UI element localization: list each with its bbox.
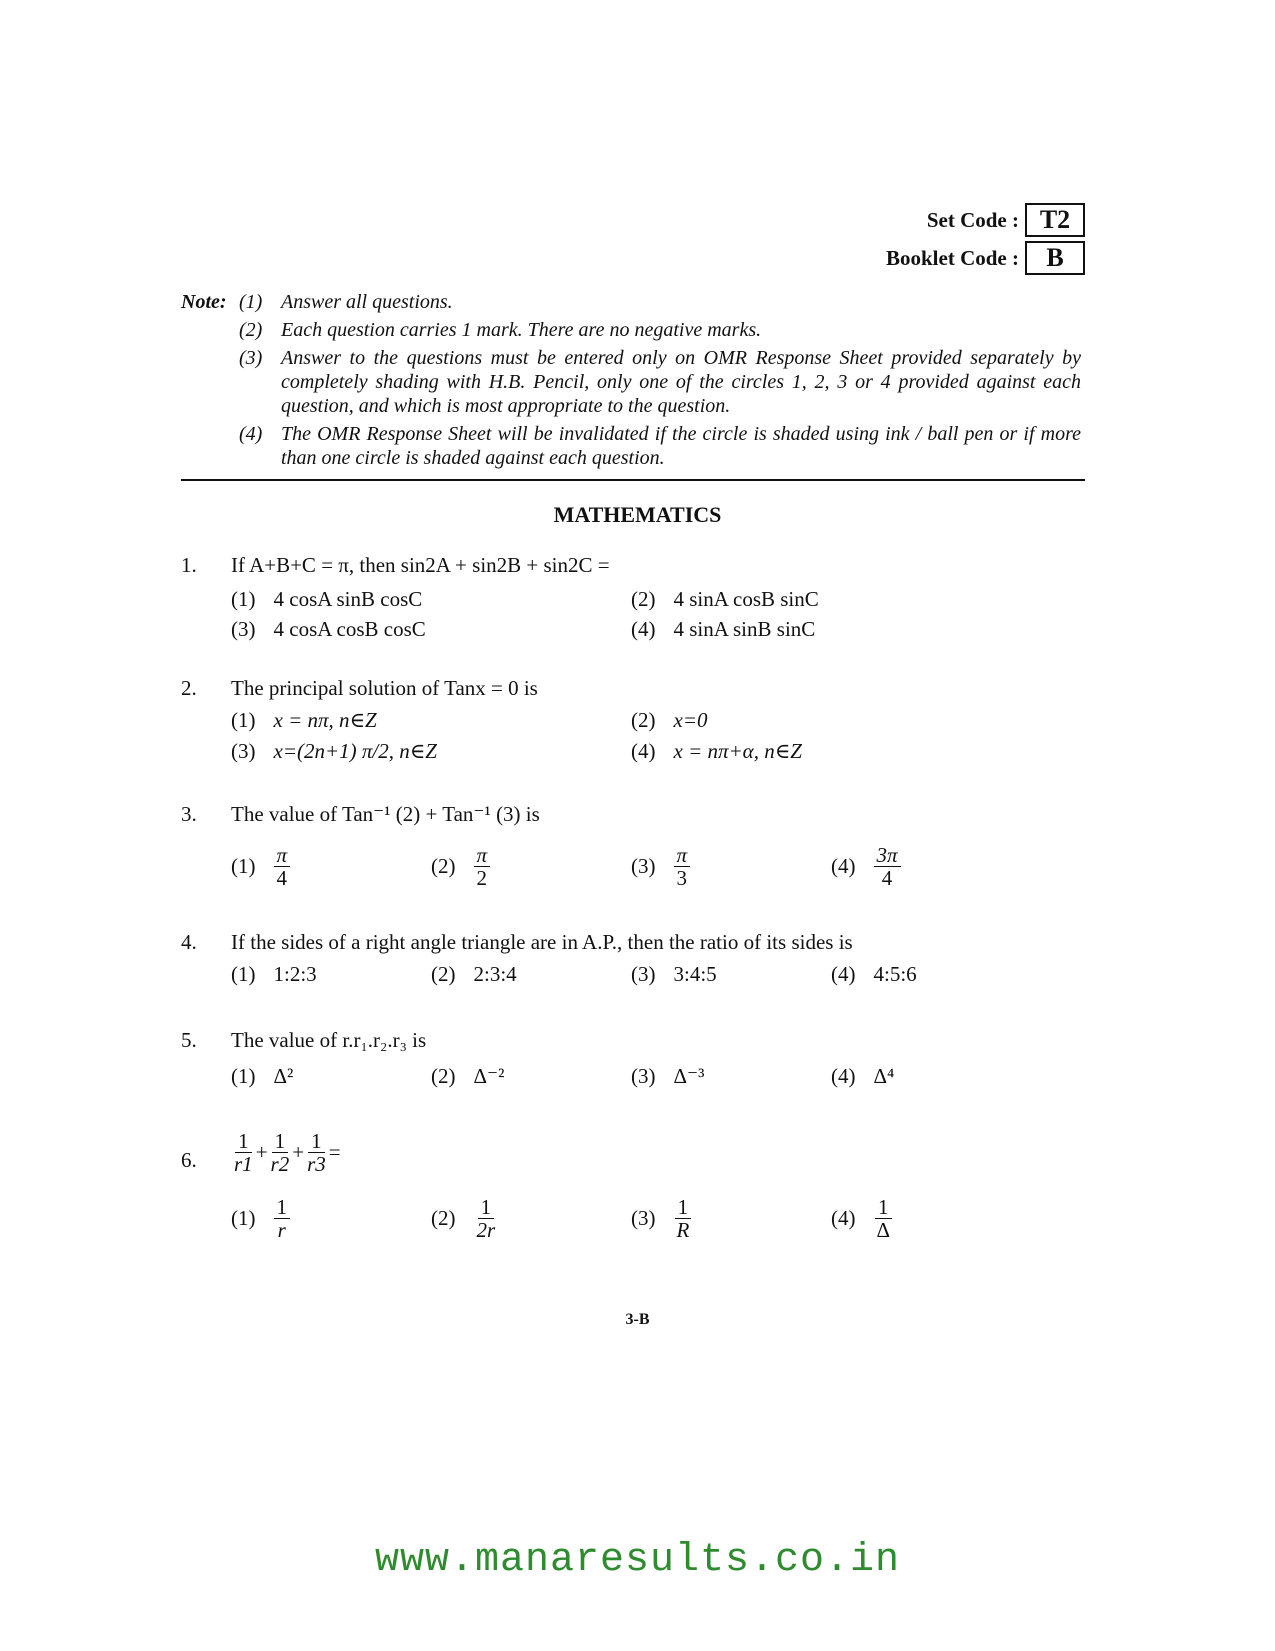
question-number: 2. <box>181 676 197 700</box>
option-number: (1) <box>231 708 256 732</box>
note-item <box>181 422 1081 470</box>
option-fraction <box>874 844 901 889</box>
option-1[interactable] <box>231 1196 290 1241</box>
option-number: (3) <box>631 854 656 878</box>
option-4[interactable] <box>831 1196 893 1241</box>
option-1[interactable] <box>231 708 377 733</box>
denominator: 3 <box>676 866 688 890</box>
numerator: 1 <box>675 1196 692 1219</box>
option-4[interactable] <box>831 962 917 987</box>
option-2[interactable] <box>431 1196 498 1241</box>
subject-title: MATHEMATICS <box>553 502 722 527</box>
question-number: 1. <box>181 553 197 577</box>
option-number: (4) <box>831 1206 856 1230</box>
option-2[interactable] <box>431 962 517 987</box>
numerator: 3π <box>874 844 901 867</box>
option-4[interactable] <box>631 739 802 764</box>
option-text: Δ² <box>273 1064 294 1088</box>
option-1[interactable] <box>231 587 422 612</box>
option-3[interactable] <box>631 1064 704 1089</box>
question-text: The value of Tan⁻¹ (2) + Tan⁻¹ (3) is <box>231 802 540 826</box>
note-text: The OMR Response Sheet will be invalidated if the circle is shaded using ink / ball pen or if more than one circle is shaded against each question. <box>281 423 1081 469</box>
option-number: (1) <box>231 1206 256 1230</box>
booklet-code-row <box>886 241 1085 275</box>
option-number: (2) <box>431 1206 456 1230</box>
option-text: Δ⁻² <box>473 1064 505 1088</box>
option-text: x = nπ, n∈Z <box>273 708 377 732</box>
question-number: 3. <box>181 802 197 826</box>
denominator: r2 <box>270 1152 290 1176</box>
denominator: 2 <box>476 866 488 890</box>
denominator: 4 <box>276 866 288 890</box>
divider <box>181 479 1085 481</box>
booklet-code-value: B <box>1025 241 1085 275</box>
fraction <box>268 1130 293 1175</box>
option-3[interactable] <box>231 739 437 764</box>
note-number: (4) <box>239 423 263 445</box>
question-text: The principal solution of Tanx = 0 is <box>231 676 538 700</box>
option-number: (1) <box>231 854 256 878</box>
option-text: 4 sinA cosB sinC <box>673 587 819 611</box>
option-1[interactable] <box>231 844 290 889</box>
option-1[interactable] <box>231 1064 293 1089</box>
option-number: (4) <box>831 1064 856 1088</box>
option-fraction <box>474 844 491 889</box>
option-number: (4) <box>631 617 656 641</box>
option-fraction <box>874 1196 894 1241</box>
numerator: 1 <box>308 1130 325 1153</box>
denominator: 4 <box>881 866 893 890</box>
option-text: 4 cosA cosB cosC <box>273 617 426 641</box>
option-number: (3) <box>231 617 256 641</box>
option-text: Δ⁴ <box>873 1064 895 1088</box>
note-text: Each question carries 1 mark. There are no negative marks. <box>281 319 762 341</box>
set-code-value: T2 <box>1025 203 1085 237</box>
option-3[interactable] <box>631 844 690 889</box>
note-text: Answer all questions. <box>281 291 453 313</box>
option-number: (3) <box>631 1206 656 1230</box>
option-number: (1) <box>231 587 256 611</box>
denominator: r <box>277 1218 286 1242</box>
numerator: 1 <box>235 1130 252 1153</box>
note-number: (3) <box>239 347 263 369</box>
option-4[interactable] <box>831 1064 894 1089</box>
question-number: 5. <box>181 1028 197 1052</box>
denominator: 2r <box>476 1218 496 1242</box>
note-text: Answer to the questions must be entered only on OMR Response Sheet provided separately by completely shading with H.B. Pencil, only one of the circles 1, 2, 3 or 4 provided against each question, and which is most appropriate to the question. <box>281 347 1081 417</box>
question-6 <box>181 1130 1081 1250</box>
denominator: r1 <box>234 1152 253 1176</box>
option-text: 4:5:6 <box>873 962 917 986</box>
question-text: The value of r.r₁.r₂.r₃ is <box>231 1028 427 1052</box>
option-number: (2) <box>631 587 656 611</box>
note-number: (1) <box>239 291 263 313</box>
question-number: 4. <box>181 930 197 954</box>
note-number: (2) <box>239 319 263 341</box>
option-text: Δ⁻³ <box>673 1064 705 1088</box>
option-number: (4) <box>831 854 856 878</box>
numerator: π <box>274 844 291 867</box>
website-watermark: www.manaresults.co.in <box>374 1538 901 1583</box>
option-3[interactable] <box>631 1196 692 1241</box>
question-3 <box>181 802 1081 892</box>
option-2[interactable] <box>431 1064 504 1089</box>
question-5 <box>181 1028 1081 1088</box>
numerator: π <box>674 844 691 867</box>
fraction <box>231 1130 256 1175</box>
question-4 <box>181 930 1081 990</box>
option-fraction <box>674 1196 693 1241</box>
option-number: (3) <box>631 1064 656 1088</box>
option-1[interactable] <box>231 962 317 987</box>
numerator: 1 <box>875 1196 892 1219</box>
question-number: 6. <box>181 1148 197 1172</box>
question-1 <box>181 553 1081 641</box>
denominator: R <box>676 1218 690 1242</box>
option-number: (2) <box>431 962 456 986</box>
code-block <box>886 203 1085 279</box>
note-item <box>181 346 1081 418</box>
option-2[interactable] <box>631 708 708 733</box>
option-text: x = nπ+α, n∈Z <box>673 739 802 763</box>
option-fraction <box>274 844 291 889</box>
page-number: 3-B <box>625 1311 650 1328</box>
option-fraction <box>474 1196 499 1241</box>
option-text: 2:3:4 <box>473 962 517 986</box>
option-number: (3) <box>231 739 256 763</box>
numerator: 1 <box>274 1196 291 1219</box>
option-2[interactable] <box>431 844 490 889</box>
numerator: 1 <box>272 1130 289 1153</box>
option-text: x=0 <box>673 708 708 732</box>
denominator: r3 <box>307 1152 326 1176</box>
note-heading: Note: <box>181 291 227 313</box>
question-text: If the sides of a right angle triangle are in A.P., then the ratio of its sides is <box>231 930 853 954</box>
option-number: (1) <box>231 962 256 986</box>
note-item <box>181 290 1081 314</box>
option-text: 3:4:5 <box>673 962 717 986</box>
plus-sign: + <box>292 1140 305 1164</box>
option-text: 1:2:3 <box>273 962 317 986</box>
booklet-code-label: Booklet Code : <box>886 245 1019 270</box>
option-text: 4 cosA sinB cosC <box>273 587 423 611</box>
option-4[interactable] <box>631 617 815 642</box>
option-text: x=(2n+1) π/2, n∈Z <box>273 739 437 763</box>
numerator: π <box>474 844 491 867</box>
option-number: (2) <box>631 708 656 732</box>
plus-sign: + <box>255 1140 268 1164</box>
option-number: (3) <box>631 962 656 986</box>
option-3[interactable] <box>231 617 426 642</box>
numerator: 1 <box>478 1196 495 1219</box>
set-code-label: Set Code : <box>926 207 1019 232</box>
option-text: 4 sinA sinB sinC <box>673 617 816 641</box>
question-expression <box>231 1130 341 1175</box>
option-2[interactable] <box>631 587 819 612</box>
question-text: If A+B+C = π, then sin2A + sin2B + sin2C = <box>231 553 610 577</box>
option-fraction <box>674 844 691 889</box>
equals-sign: = <box>328 1140 341 1164</box>
option-3[interactable] <box>631 962 717 987</box>
instructions <box>181 290 1081 474</box>
set-code-row <box>886 203 1085 237</box>
option-fraction <box>274 1196 291 1241</box>
option-number: (4) <box>631 739 656 763</box>
option-number: (2) <box>431 1064 456 1088</box>
option-number: (1) <box>231 1064 256 1088</box>
question-2 <box>181 676 1081 763</box>
option-number: (2) <box>431 854 456 878</box>
option-number: (4) <box>831 962 856 986</box>
fraction <box>304 1130 329 1175</box>
note-item <box>181 318 1081 342</box>
option-4[interactable] <box>831 844 901 889</box>
denominator: Δ <box>876 1218 891 1242</box>
